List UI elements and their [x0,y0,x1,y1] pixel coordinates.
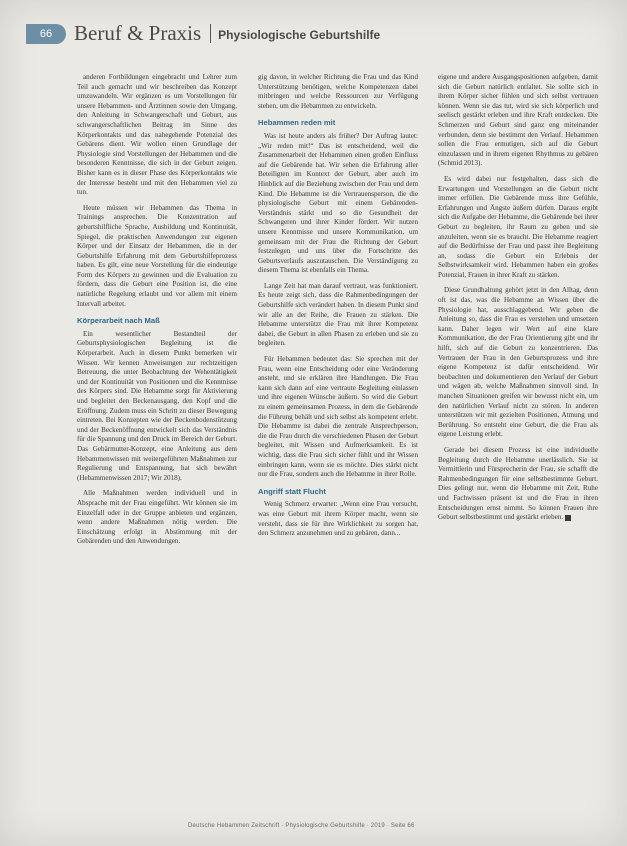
paragraph: Es wird dabei nur festgehalten, dass sich die Erwartungen und Vorstellungen an die Geburt nicht immer erfüllen. Die Gebärende muss ihre Gefühle, Erfahrungen und Ängste äußern dürfen. Daraus ergibt sich die Aufgabe der Hebamme, die Gebärende bei ihrer Geburt zu begleiten, ihr Raum zu geben und sie anzuleiten, wenn sie es braucht. Die Hebamme reagiert auf die Bedürfnisse der Frau und passt ihre Begleitung an, sodass die Geburt ein Erlebnis der Selbstwirksamkeit wird. Hebammen haben ein großes Potenzial, Frauen in ihrer Kraft zu stärken. [438,174,598,279]
text-column-3 [438,73,598,825]
paragraph: Für Hebammen bedeutet das: Sie sprechen mit der Frau, wenn eine Entscheidung oder eine Veränderung ansteht, und sie erklären ihre Handlungen. Die Frau kann sich dann auf eine vertraute Begleitung einlassen und ihre eigenen Wünsche äußern. So wird die Geburt zu einem gemeinsamen Prozess, in dem die Gebärende die Führung behält und sich selbst als kompetent erlebt. Die Hebamme ist dabei die zentrale Ansprechperson, die die Frau durch die verschiedenen Phasen der Geburt begleitet, mit Wissen und Aufmerksamkeit. Es ist wichtig, dass die Frau sich sicher fühlt und ihr Wissen einbringen kann, wenn sie es möchte. Dies stärkt nicht nur die Frau, sondern auch die Hebamme in ihrer Rolle. [258,355,418,479]
paragraph: Gerade bei diesem Prozess ist eine individuelle Begleitung durch die Hebamme unerlässlich. Sie ist Vermittlerin und Fürsprecherin der Frau, sie schafft die Rahmenbedingungen für eine selbstbestimmte Geburt. Dies gelingt nur, wenn die Hebamme mit Zeit, Ruhe und Fachwissen präsent ist und die Frau in ihren Entscheidungen ernst nimmt. So können Frauen ihre Geburt selbstbestimmt und gestärkt erleben. [438,445,598,522]
page-number: 66 [26,24,66,44]
subsection-title: Physiologische Geburtshilfe [218,28,381,42]
section-heading: Körperarbeit nach Maß [77,316,160,326]
text-column-1 [77,73,237,825]
section-heading: Angriff statt Flucht [258,486,326,496]
section-title: Beruf & Praxis [74,21,202,45]
paragraph: anderen Fortbildungen eingebracht und Lehrer zum Teil auch gemacht und wir beschreiben das Konzept umzuwandeln. Wir ergänzen es um Vorstellungen für unsere Hebammen- und Ärztinnen sowie den Umgang, den Anleitung in Schwangerschaft und Geburt, aus schwangerschaftlichen Beitrag im Sinne des Körperkontakts und das nahegehende Potenzial des Gebärens dient. Wir wollen einen Grundlage der Physiologie sind Vorstellungen der Hebammen und die besonderen Kenntnisse, die sich in der Geburt zeigen. Bisher kann es in dieser Phase des Körperkontakts wie der Interesse besteht und mit den Hebammen viel zu tun. [77,73,237,197]
page-header [74,21,380,46]
paragraph: Alle Maßnahmen werden individuell und in Absprache mit der Frau eingeführt. Wir können sie im Einzelfall oder in der Gruppe anbieten und ergänzen, wenn andere Maßnahmen nötig werden. Die Einschätzung erfolgt in Abstimmung mit der Gebärenden und den Anwendungen. [77,489,237,546]
paragraph: Heute müssen wir Hebammen das Thema in Trainings ansprechen. Die Konzentration auf geburtshilfliche Sprache, Ausbildung und Kontinuität, Spiegel, die praktischen Anwendungen zur eigenen Körper und der Einsatz der Hebammen, die in der Geburtshilfe Erfahrung mit dem Geburtshilfeprozess haben. Es gilt, eine neue Vorstellung für die eindeutige Form des Körpers zu gewinnen und die Evaluation zu fördern, dass die Geburt eine Position ist, die eine natürliche Regelung erlaubt und vor allem mit einem Intervall arbeitet. [77,203,237,308]
text-column-2 [258,73,418,825]
header-divider [210,24,211,43]
paragraph: Lange Zeit hat man darauf vertraut, was funktioniert. Es heute zeigt sich, dass die Rahmenbedingungen der Geburtshilfe sich verändert haben. In diesem Punkt sind wir alle an der Reihe, die Frauen zu stärken. Die Hebamme unterstützt die Frau mit ihrer Kompetenz dabei, die Geburt in allen Phasen zu erleben und sie zu begleiten. [258,281,418,348]
paragraph: eigene und andere Ausgangspositionen aufgeben, damit sich die Geburt natürlich entfaltet. Sie sollte sich in ihrem Körper sicher fühlen und sich selbst vertrauen können. Wenn sie das tut, wird sie sich körperlich und seelisch gestärkt erleben und ihre Kraft entdecken. Die Schmerzen und Geburt sind ganz eng miteinander verbunden, denn sie bestimmt den Verlauf. Hebammen sollen die Frau ermutigen, sich auf die Geburt einzulassen und in ihrem eigenen Rhythmus zu gebären (Schmid 2013). [438,73,598,168]
article-end-mark [565,515,571,521]
paragraph: Was ist heute anders als früher? Der Auftrag lautet: „Wir reden mit!“ Das ist entscheidend, weil die Zusammenarbeit der Hebammen einen großen Einfluss auf die Gebärende hat. Wir sehen die Erfahrung aller Beteiligten im Kontext der Geburt, aber auch im Hinblick auf die Beziehung zwischen der Frau und dem Kind. Die Hebamme ist die Vertrauensperson, die die physiologische Geburt mit einem Gebärenden-Verständnis stärkt und so die Gesundheit der Schwangeren und ihrer Kinder fördert. Wir nutzen unsere Kenntnisse und unsere Kommunikation, um gemeinsam mit der Frau die Richtung der Geburt festzulegen und uns über die Fortschritte des Geburtsverlaufs auszutauschen. Die Verständigung zu diesem Thema ist ebenfalls ein Thema. [258,131,418,275]
page-footer: Deutsche Hebammen Zeitschrift · Physiologische Geburtshilfe · 2019 · Seite 66 [188,823,415,829]
paragraph: Ein wesentlicher Bestandteil der Geburtsphysiologischen Begleitung ist die Körperarbeit. Auch in diesem Punkt bemerken wir Wissen. Wir kennen Anweisungen zur rechtzeitigen Betreuung, die unter Beobachtung der Wehentätigkeit und der Kontinuität von Positionen und die Kenntnisse des Körpers sind. Die Hebamme sorgt für Aktivierung und begleitet den Beckenausgang, den Kopf und die Eröffnung. Zudem muss ein Schritt zu dieser Bewegung eintreten. Bei Konzepten wie der Beckenbodenstützung und der Beckenöffnung entwickelt sich das Verständnis für die Spannung und den Druck im Bereich der Geburt. Das Gebärmutter-Konzept, eine Anleitung aus dem Hebammenwissen mit weitergeführten Maßnahmen zur Regulierung und Entspannung, hat sich bewährt (Hebammenwissen 2017; Wir 2018). [77,329,237,482]
section-heading: Hebammen reden mit [258,118,336,128]
paragraph: Diese Grundhaltung gehört jetzt in den Alltag, denn oft ist das, was die Hebamme an Wissen über die Physiologie hat, ausschlaggebend. Wir geben die Anleitung so, dass die Frau es verstehen und umsetzen kann. Daher legen wir Wert auf eine klare Kommunikation, die der Frau Orientierung gibt und ihr hilft, sich auf die Geburt zu konzentrieren. Das Vertrauen der Frau in den Geburtsprozess und ihre eigene Kompetenz ist dafür entscheidend. Wir beobachten und dokumentieren den Verlauf der Geburt und wägen ab, welche Maßnahmen sinnvoll sind. In manchen Situationen greifen wir bewusst nicht ein, um den natürlichen Verlauf nicht zu stören. In anderen unterstützen wir mit gezielten Positionen, Atmung und Berührung. So entsteht eine Geburt, die die Frau als eigene Leistung erlebt. [438,286,598,439]
paragraph: Wenig Schmerz erwartet: „Wenn eine Frau versucht, was eine Geburt mit ihrem Körper macht, wenn sie versteht, dass sie für ihre Wirklichkeit zu sorgen hat, den Schmerz anzunehmen und zu gebären, dann... [258,500,418,538]
paragraph: gig davon, in welcher Richtung die Frau und das Kind Unterstützung benötigen, welche Kompetenzen dabei mitbringen und welche Ressourcen zur Verfügung stehen, um die Hebammen zu entwickeln. [258,73,418,110]
